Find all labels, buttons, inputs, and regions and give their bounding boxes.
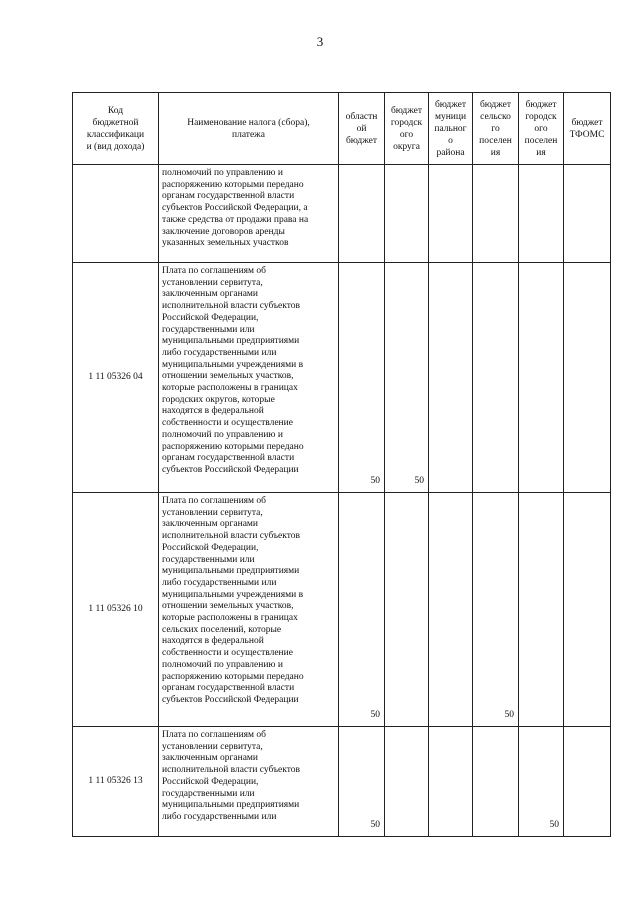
page-number: 3 [316,34,324,49]
row-description: Плата по соглашениям об установлении сервитута, заключенным органами исполнительной власти субъектов Российской Федерации, государственными или муниципальными предприятиями либо государственными или [159,727,339,837]
cell-regional [339,165,385,263]
cell-tfoms [564,263,611,493]
header-city-district-budget: бюджет городск ого округа [385,93,429,165]
table-row [73,263,611,493]
header-name: Наименование налога (сбора), платежа [159,93,339,165]
cell-tfoms [564,493,611,727]
table-row [73,165,611,263]
cell-regional: 50 [339,727,385,837]
cell-city-district [385,493,429,727]
revenue-distribution-table [72,92,611,837]
cell-tfoms [564,165,611,263]
row-code: 1 11 05326 13 [73,727,159,837]
cell-city-district [385,165,429,263]
header-code: Код бюджетной классификаци и (вид дохода) [73,93,159,165]
table-header-row [73,93,611,165]
table-row [73,727,611,837]
row-description: Плата по соглашениям об установлении сервитута, заключенным органами исполнительной власти субъектов Российской Федерации, государственными или муниципальными предприятиями либо государственными или муниципальными учреждениями в отношении земельных участков, которые расположены в границах городских округов, которые находятся в федеральной собственности и осуществление полномочий по управлению и распоряжению которыми передано органам государственной власти субъектов Российской Федерации [159,263,339,493]
cell-municipal-district [429,263,473,493]
header-tfoms-budget: бюджет ТФОМС [564,93,611,165]
cell-municipal-district [429,165,473,263]
cell-urban-settlement [519,493,564,727]
cell-municipal-district [429,727,473,837]
header-municipal-district-budget: бюджет муници пальног о района [429,93,473,165]
row-code: 1 11 05326 04 [73,263,159,493]
table-row [73,493,611,727]
row-description: полномочий по управлению и распоряжению которыми передано органам государственной власти субъектов Российской Федерации, а также средства от продажи права на заключение договоров аренды указанных земельных участков [159,165,339,263]
header-regional-budget: областн ой бюджет [339,93,385,165]
row-code: 1 11 05326 10 [73,493,159,727]
cell-rural-settlement: 50 [473,493,519,727]
cell-urban-settlement: 50 [519,727,564,837]
cell-urban-settlement [519,263,564,493]
cell-city-district: 50 [385,263,429,493]
cell-regional: 50 [339,493,385,727]
row-code [73,165,159,263]
cell-city-district [385,727,429,837]
cell-urban-settlement [519,165,564,263]
cell-regional: 50 [339,263,385,493]
cell-rural-settlement [473,727,519,837]
cell-rural-settlement [473,165,519,263]
row-description: Плата по соглашениям об установлении сервитута, заключенным органами исполнительной власти субъектов Российской Федерации, государственными или муниципальными предприятиями либо государственными или муниципальными учреждениями в отношении земельных участков, которые расположены в границах сельских поселений, которые находятся в федеральной собственности и осуществление полномочий по управлению и распоряжению которыми передано органам государственной власти субъектов Российской Федерации [159,493,339,727]
header-urban-settlement-budget: бюджет городск ого поселен ия [519,93,564,165]
cell-tfoms [564,727,611,837]
cell-rural-settlement [473,263,519,493]
cell-municipal-district [429,493,473,727]
header-rural-settlement-budget: бюджет сельско го поселен ия [473,93,519,165]
